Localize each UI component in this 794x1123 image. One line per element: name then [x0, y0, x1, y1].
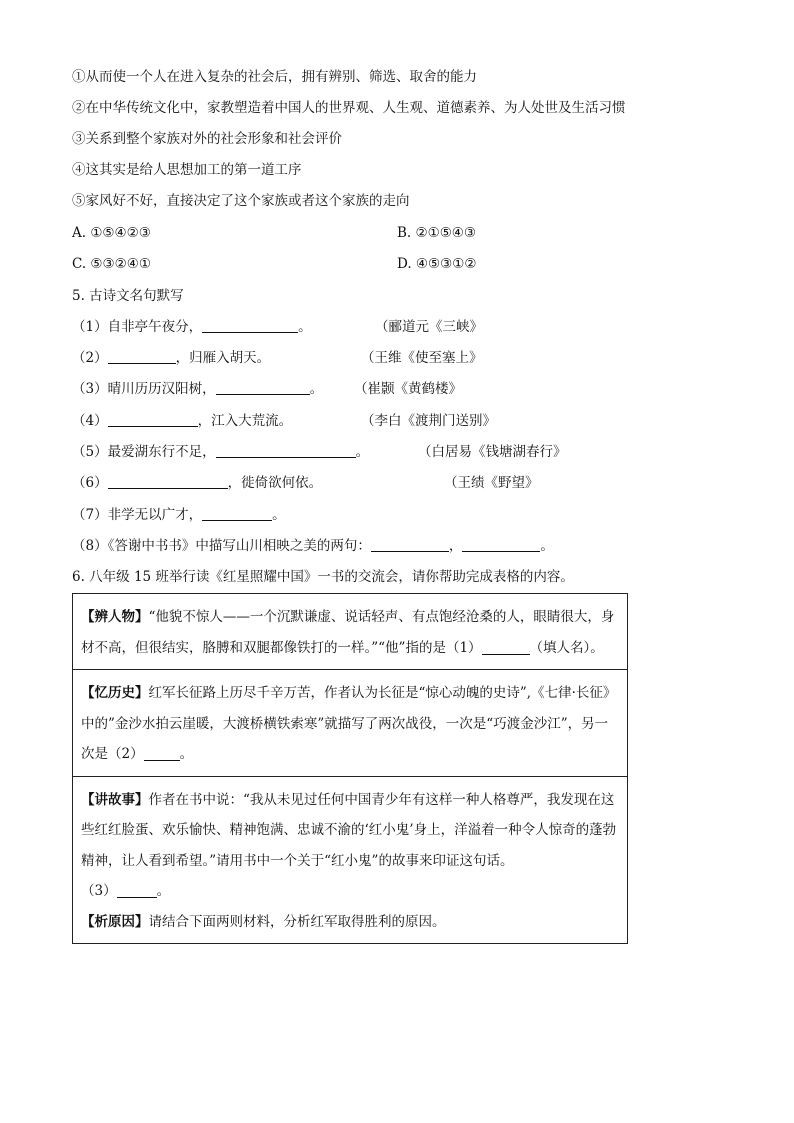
q5-item-8-post: 。 — [540, 538, 554, 554]
q5-item-1 — [72, 318, 312, 336]
reading-item-3: ③关系到整个家族对外的社会形象和社会评价 — [72, 131, 342, 147]
q5-title: 5. 古诗文名句默写 — [72, 288, 184, 304]
q5-item-3-post: 。 — [309, 381, 324, 397]
q5-item-5-post: 。 — [355, 444, 370, 460]
reading-item-4: ④这其实是给人思想加工的第一道工序 — [72, 162, 302, 178]
q5-item-7 — [72, 506, 286, 524]
option-a: A. ①⑤④②③ — [72, 225, 151, 241]
q6-row2-tag: 【忆历史】 — [81, 685, 149, 701]
q6-row3-answer-pre: （3） — [81, 883, 117, 899]
q6-row1-tag: 【辨人物】 — [81, 609, 149, 625]
q5-item-7-post: 。 — [272, 507, 286, 523]
q5-item-4-post: ，江入大荒流。 — [197, 413, 293, 429]
q6-title: 6. 八年级 15 班举行读《红星照耀中国》一书的交流会，请你帮助完成表格的内容。 — [72, 569, 574, 585]
q6-row1-tail: （填人名）。 — [529, 639, 604, 656]
q6-row3-tag2: 【析原因】 — [81, 913, 149, 930]
q6-row3-text2: 请结合下面两则材料，分析红军取得胜利的原因。 — [148, 913, 446, 930]
q6-table — [72, 593, 628, 944]
q5-blank-1[interactable] — [202, 318, 298, 333]
q5-item-2-pre: （2） — [72, 350, 108, 366]
q5-item-7-pre: （7）非学无以广才， — [72, 507, 203, 523]
q6-row3-tag: 【讲故事】 — [81, 791, 149, 808]
q5-blank-5[interactable] — [216, 443, 356, 458]
reading-item-1: ①从而使一个人在进入复杂的社会后，拥有辨别、筛选、取舍的能力 — [72, 69, 477, 85]
q5-source-1: （郦道元《三峡》 — [375, 319, 483, 335]
q5-item-5 — [72, 443, 369, 461]
q5-item-8-pre: （8）《答谢中书书》中描写山川相映之美的两句： — [72, 538, 371, 554]
option-c: C. ⑤③②④① — [72, 256, 151, 272]
q5-item-4 — [72, 412, 292, 430]
q5-blank-4[interactable] — [108, 412, 198, 427]
q5-blank-3[interactable] — [216, 380, 310, 395]
q6-row2-tail: 。 — [179, 746, 194, 762]
q6-row3-answer-post: 。 — [156, 883, 171, 899]
q5-source-3: （崔颢《黄鹤楼》 — [354, 381, 462, 397]
q5-item-1-pre: （1）自非亭午夜分， — [72, 319, 203, 335]
q5-source-2: （王维《使至塞上》 — [361, 350, 483, 366]
q5-item-8 — [72, 537, 554, 555]
reading-item-2: ②在中华传统文化中，家教塑造着中国人的世界观、人生观、道德素养、为人处世及生活习惯 — [72, 100, 626, 116]
q5-item-4-pre: （4） — [72, 413, 108, 429]
option-d: D. ④⑤③①② — [397, 256, 477, 272]
q5-source-5: （白居易《钱塘湖春行》 — [418, 444, 567, 460]
q6-blank-1[interactable] — [482, 638, 530, 655]
q5-item-6-post: ，徙倚欲何依。 — [227, 475, 323, 491]
q5-source-6: （王绩《野望》 — [444, 475, 539, 491]
q5-item-6 — [72, 474, 322, 492]
q5-item-5-pre: （5）最爱湖东行不足， — [72, 444, 216, 460]
q6-row1-text: “他貌不惊人——一个沉默谦虚、说话轻声、有点饱经沧桑的人，眼睛很大，身材不高，但很结实，胳膊和双腿都像铁打的一样。”“他”指的是（1） — [81, 609, 615, 656]
q5-item-1-post: 。 — [298, 319, 312, 335]
q5-blank-8a[interactable] — [371, 537, 449, 552]
q6-row-tell-story — [73, 776, 628, 944]
q5-item-8-mid: ， — [448, 538, 463, 554]
q6-row2-text: 红军长征路上历尽千辛万苦，作者认为长征是“惊心动魄的史诗”,《七律·长征》中的”金沙水拍云崖暖，大渡桥横铁索寒”就描写了两次战役，一次是“巧渡金沙江”，另一次是（2） — [81, 685, 617, 762]
q6-row-identify-person — [73, 594, 628, 670]
q6-blank-2[interactable] — [144, 744, 180, 761]
q5-item-2 — [72, 349, 270, 367]
option-b: B. ②①⑤④③ — [397, 225, 477, 241]
q5-item-3 — [72, 380, 323, 398]
q6-blank-3[interactable] — [117, 881, 157, 898]
q5-blank-7[interactable] — [202, 506, 272, 521]
q5-item-6-pre: （6） — [72, 475, 108, 491]
q6-row3-text: 作者在书中说：“我从未见过任何中国青少年有这样一种人格尊严，我发现在这些红红脸蛋、欢乐愉快、精神饱满、忠诚不渝的‘红小鬼’身上，洋溢着一种令人惊奇的蓬勃精神，让人看到希望。”请用书中一个关于“红小鬼”的故事来印证这句话。 — [81, 791, 617, 869]
reading-item-5: ⑤家风好不好，直接决定了这个家族或者这个家族的走向 — [72, 193, 410, 209]
q5-item-3-pre: （3）晴川历历汉阳树， — [72, 381, 216, 397]
q5-blank-2[interactable] — [108, 349, 176, 364]
q5-blank-8b[interactable] — [462, 537, 540, 552]
q5-item-2-post: ，归雁入胡天。 — [175, 350, 271, 366]
q5-source-4: （李白《渡荆门送别》 — [361, 413, 496, 429]
q5-blank-6[interactable] — [108, 474, 228, 489]
q6-row-recall-history — [73, 670, 628, 777]
